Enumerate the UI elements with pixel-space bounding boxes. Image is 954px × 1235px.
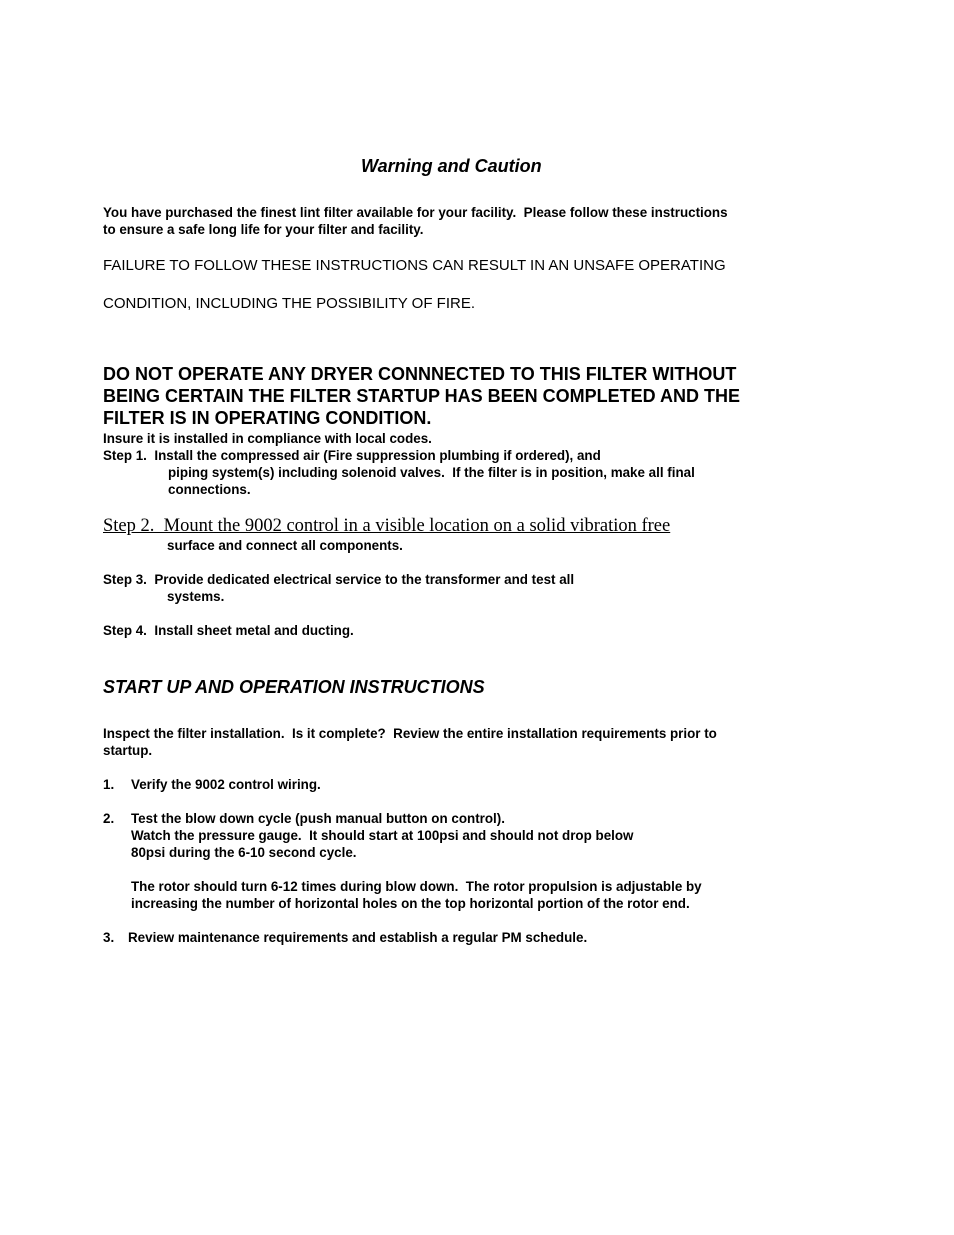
warning-heading-line: BEING CERTAIN THE FILTER STARTUP HAS BEEN COMPLETED AND THE (103, 386, 741, 406)
startup-heading: START UP AND OPERATION INSTRUCTIONS (103, 677, 485, 697)
list-item-number: 2. (103, 811, 115, 826)
list-item-text: Review maintenance requirements and establish a regular PM schedule. (128, 930, 588, 945)
step-1-line: connections. (168, 482, 251, 497)
list-item-text: Verify the 9002 control wiring. (131, 777, 321, 792)
list-item-text: Test the blow down cycle (push manual button on control). (131, 811, 505, 826)
step-2-line: surface and connect all components. (167, 538, 403, 553)
step-2-line: Step 2. Mount the 9002 control in a visible location on a solid vibration free (103, 516, 671, 536)
failure-warning-line: CONDITION, INCLUDING THE POSSIBILITY OF FIRE. (103, 295, 475, 312)
step-3-line: Step 3. Provide dedicated electrical service to the transformer and test all (103, 572, 575, 587)
failure-warning-line: FAILURE TO FOLLOW THESE INSTRUCTIONS CAN RESULT IN AN UNSAFE OPERATING (103, 257, 726, 274)
list-item-text: 80psi during the 6-10 second cycle. (131, 845, 357, 860)
list-item-number: 1. (103, 777, 115, 792)
step-3-line: systems. (167, 589, 225, 604)
codes-note: Insure it is installed in compliance with local codes. (103, 431, 432, 446)
inspect-text-line: Inspect the filter installation. Is it complete? Review the entire installation requirements prior to (103, 726, 717, 741)
page-title: Warning and Caution (361, 156, 542, 176)
warning-heading-line: FILTER IS IN OPERATING CONDITION. (103, 408, 432, 428)
warning-heading-line: DO NOT OPERATE ANY DRYER CONNNECTED TO THIS FILTER WITHOUT (103, 364, 737, 384)
inspect-text-line: startup. (103, 743, 153, 758)
list-item-number: 3. (103, 930, 115, 945)
list-item-text: Watch the pressure gauge. It should start at 100psi and should not drop below (131, 828, 634, 843)
step-4-line: Step 4. Install sheet metal and ducting. (103, 623, 354, 638)
step-1-line: Step 1. Install the compressed air (Fire suppression plumbing if ordered), and (103, 448, 601, 463)
step-1-line: piping system(s) including solenoid valves. If the filter is in position, make all final (168, 465, 695, 480)
list-item-text: The rotor should turn 6-12 times during blow down. The rotor propulsion is adjustable by (131, 879, 702, 894)
intro-text-line: You have purchased the finest lint filter available for your facility. Please follow these instructions (103, 205, 728, 220)
intro-text-line: to ensure a safe long life for your filter and facility. (103, 222, 424, 237)
list-item-text: increasing the number of horizontal holes on the top horizontal portion of the rotor end. (131, 896, 690, 911)
